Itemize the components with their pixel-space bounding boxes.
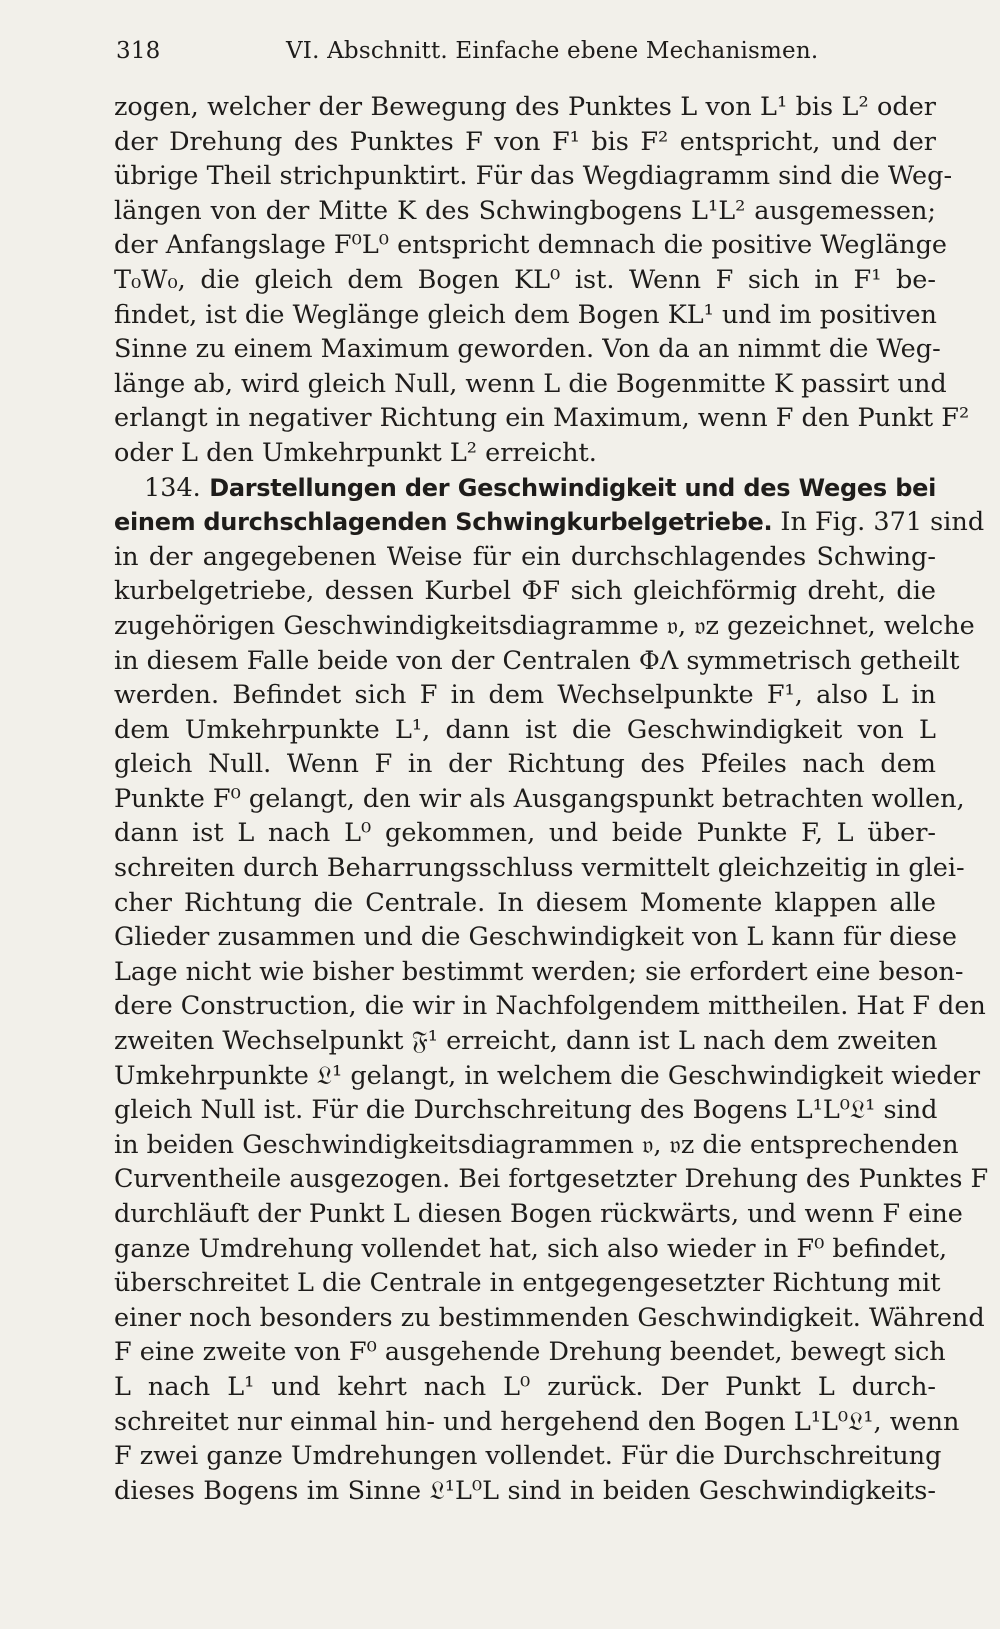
text-line: durchläuft der Punkt L diesen Bogen rückwärts, und wenn F eine	[114, 1199, 963, 1229]
text-line: F zwei ganze Umdrehungen vollendet. Für die Durchschreitung	[114, 1441, 942, 1472]
text-line: zugehörigen Geschwindigkeitsdiagramme 𝔳, 𝔳z gezeichnet, welche	[114, 610, 975, 641]
text-line: kurbelgetriebe, dessen Kurbel ΦF sich gleichförmig dreht, die	[114, 576, 936, 607]
text-line: dann ist L nach L⁰ gekommen, und beide Punkte F, L über-	[114, 818, 936, 849]
text-line: Sinne zu einem Maximum geworden. Von da an nimmt die Weg-	[114, 334, 941, 365]
section-number: 134.	[144, 472, 201, 503]
text-line: der Anfangslage F⁰L⁰ entspricht demnach die positive Weglänge	[114, 230, 948, 261]
text-line: überschreitet L die Centrale in entgegengesetzter Richtung mit	[114, 1268, 941, 1299]
running-title: VI. Abschnitt. Einfache ebene Mechanismen.	[286, 38, 819, 64]
text-line: Punkte F⁰ gelangt, den wir als Ausgangspunkt betrachten wollen,	[114, 783, 965, 814]
text-line: L nach L¹ und kehrt nach L⁰ zurück. Der Punkt L durch-	[114, 1371, 936, 1402]
text-line: gleich Null. Wenn F in der Richtung des Pfeiles nach dem	[114, 749, 936, 780]
text-line: in beiden Geschwindigkeitsdiagrammen 𝔳, 𝔳z die entsprechenden	[114, 1129, 959, 1160]
text-line: werden. Befindet sich F in dem Wechselpunkte F¹, also L in	[114, 680, 936, 711]
text-line: zogen, welcher der Bewegung des Punktes L von L¹ bis L² oder	[114, 92, 936, 122]
text-line: längen von der Mitte K des Schwingbogens L¹L² ausgemessen;	[114, 195, 936, 226]
text-line: der Drehung des Punktes F von F¹ bis F² entspricht, und der	[114, 126, 936, 157]
text-line: Umkehrpunkte 𝔏¹ gelangt, in welchem die Geschwindigkeit wieder	[114, 1060, 981, 1091]
page-header	[116, 38, 936, 68]
text-line: Lage nicht wie bisher bestimmt werden; sie erfordert eine beson-	[114, 956, 964, 987]
text-line: in der angegebenen Weise für ein durchschlagendes Schwing-	[114, 541, 936, 572]
text-line: übrige Theil strichpunktirt. Für das Wegdiagramm sind die Weg-	[114, 161, 953, 192]
text-line: erlangt in negativer Richtung ein Maximum, wenn F den Punkt F²	[114, 403, 970, 434]
section-heading-line	[114, 505, 985, 540]
text-line: in diesem Falle beide von der Centralen ΦΛ symmetrisch getheilt	[114, 645, 960, 676]
text-line: länge ab, wird gleich Null, wenn L die Bogenmitte K passirt und	[114, 368, 947, 399]
text-fragment: In Fig. 371 sind	[780, 507, 985, 538]
text-line: dem Umkehrpunkte L¹, dann ist die Geschwindigkeit von L	[114, 714, 936, 745]
text-line: oder L den Umkehrpunkt L² erreicht.	[114, 437, 597, 468]
section-heading: Darstellungen der Geschwindigkeit und des Weges bei	[209, 473, 937, 502]
text-line: einer noch besonders zu bestimmenden Geschwindigkeit. Während	[114, 1302, 985, 1333]
body-text	[114, 90, 989, 1508]
text-line: Curventheile ausgezogen. Bei fortgesetzter Drehung des Punktes F	[114, 1164, 989, 1195]
text-line: findet, ist die Weglänge gleich dem Bogen KL¹ und im positiven	[114, 299, 937, 330]
text-line: F eine zweite von F⁰ ausgehende Drehung beendet, bewegt sich	[114, 1337, 946, 1368]
text-line: ganze Umdrehung vollendet hat, sich also wieder in F⁰ befindet,	[114, 1233, 948, 1264]
text-line: schreiten durch Beharrungsschluss vermittelt gleichzeitig in glei-	[114, 853, 965, 884]
section-heading-line	[114, 471, 936, 506]
text-line: Glieder zusammen und die Geschwindigkeit von L kann für diese	[114, 922, 957, 953]
text-line: dere Construction, die wir in Nachfolgendem mittheilen. Hat F den	[114, 991, 986, 1022]
text-line: dieses Bogens im Sinne 𝔏¹L⁰L sind in beiden Geschwindigkeits-	[114, 1475, 936, 1506]
page-number: 318	[116, 38, 161, 64]
section-heading-continued: einem durchschlagenden Schwingkurbelgetriebe.	[114, 508, 773, 537]
text-line: T₀W₀, die gleich dem Bogen KL⁰ ist. Wenn F sich in F¹ be-	[114, 264, 936, 295]
text-line: schreitet nur einmal hin- und hergehend den Bogen L¹L⁰𝔏¹, wenn	[114, 1406, 960, 1437]
text-line: cher Richtung die Centrale. In diesem Momente klappen alle	[114, 887, 936, 918]
text-line: zweiten Wechselpunkt 𝔉¹ erreicht, dann ist L nach dem zweiten	[114, 1026, 938, 1057]
text-line: gleich Null ist. Für die Durchschreitung des Bogens L¹L⁰𝔏¹ sind	[114, 1095, 938, 1126]
